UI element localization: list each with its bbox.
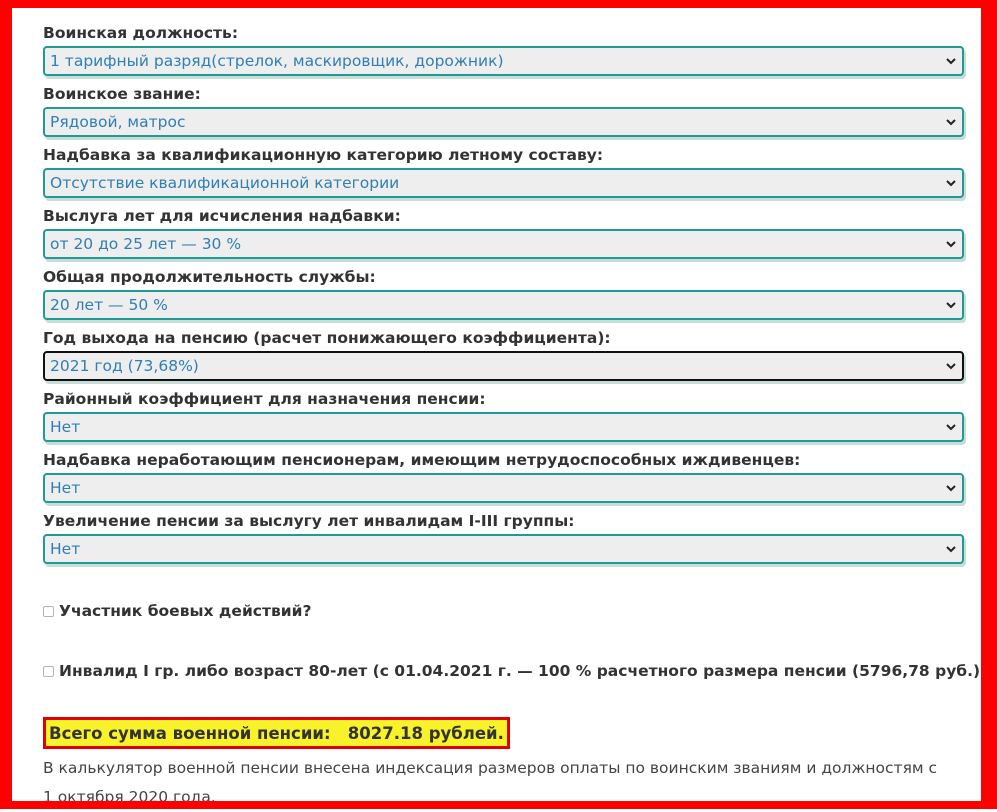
select-value: Нет [50, 418, 81, 436]
label-qualification-bonus: Надбавка за квалификационную категорию летному составу: [43, 146, 604, 164]
chevron-down-icon [945, 239, 957, 249]
combat-veteran-checkbox[interactable] [43, 606, 54, 617]
select-total-service[interactable] [43, 290, 964, 320]
select-qualification-bonus[interactable] [43, 168, 964, 198]
select-value: Рядовой, матрос [50, 113, 186, 131]
total-unit: рублей. [428, 723, 504, 743]
chevron-down-icon [945, 483, 957, 493]
select-value: Нет [50, 540, 81, 558]
chevron-down-icon [945, 361, 957, 371]
select-disability-increase[interactable] [43, 534, 964, 564]
total-amount: 8027.18 [347, 723, 423, 743]
indexation-note: В калькулятор военной пенсии внесена индексация размеров оплаты по воинским званиям и должностям с 1 октября 2020 года. [43, 759, 938, 806]
chevron-down-icon [945, 422, 957, 432]
chevron-down-icon [945, 544, 957, 554]
total-label: Всего сумма военной пенсии: [49, 723, 331, 743]
checkbox-row-combat-veteran[interactable] [43, 600, 312, 622]
label-service-years-bonus: Выслуга лет для исчисления надбавки: [43, 207, 401, 225]
select-dependents-bonus[interactable] [43, 473, 964, 503]
label-disability-increase: Увеличение пенсии за выслугу лет инвалидам I-III группы: [43, 512, 575, 530]
label-total-service: Общая продолжительность службы: [43, 268, 376, 286]
select-military-position[interactable] [43, 46, 964, 76]
chevron-down-icon [945, 117, 957, 127]
select-value: 2021 год (73,68%) [50, 357, 199, 375]
label-retirement-year: Год выхода на пенсию (расчет понижающего коэффициента): [43, 329, 611, 347]
combat-veteran-label: Участник боевых действий? [59, 602, 312, 620]
select-regional-coefficient[interactable] [43, 412, 964, 442]
label-regional-coefficient: Районный коэффициент для назначения пенсии: [43, 390, 486, 408]
select-retirement-year[interactable] [43, 351, 964, 381]
disabled-or-80-label: Инвалид I гр. либо возраст 80-лет (с 01.04.2021 г. — 100 % расчетного размера пенсии (5796,78 руб.) [59, 662, 981, 680]
select-value: 1 тарифный разряд(стрелок, маскировщик, дорожник) [50, 52, 504, 70]
chevron-down-icon [945, 56, 957, 66]
label-military-position: Воинская должность: [43, 24, 239, 42]
select-value: 20 лет — 50 % [50, 296, 168, 314]
disabled-or-80-checkbox[interactable] [43, 666, 54, 677]
chevron-down-icon [945, 178, 957, 188]
total-pension-highlight [43, 717, 510, 749]
select-military-rank[interactable] [43, 107, 964, 137]
label-dependents-bonus: Надбавка неработающим пенсионерам, имеющим нетрудоспособных иждивенцев: [43, 451, 801, 469]
select-service-years-bonus[interactable] [43, 229, 964, 259]
select-value: Отсутствие квалификационной категории [50, 174, 400, 192]
chevron-down-icon [945, 300, 957, 310]
select-value: от 20 до 25 лет — 30 % [50, 235, 242, 253]
label-military-rank: Воинское звание: [43, 85, 201, 103]
select-value: Нет [50, 479, 81, 497]
checkbox-row-disabled-or-80[interactable] [43, 660, 980, 682]
pension-calculator-form [43, 20, 981, 806]
